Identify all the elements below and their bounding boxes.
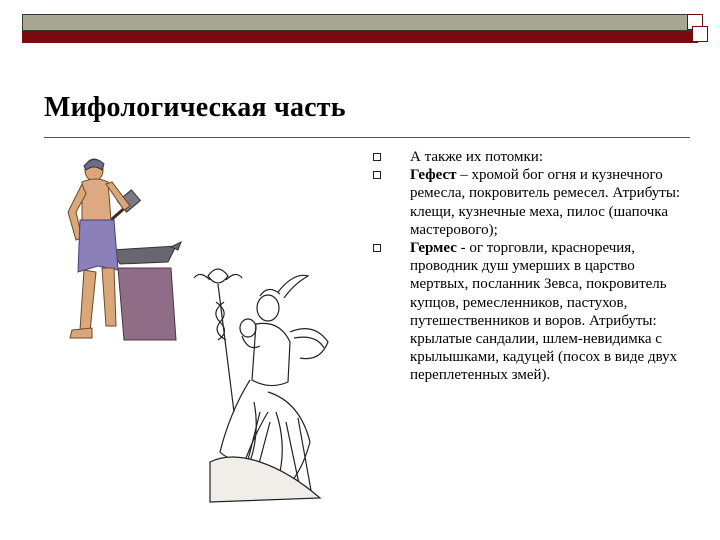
list-item-text: - ог торговли, красноречия, проводник душ умерших в царство мертвых, посланник Зевса, покровитель купцов, ремесленников, пастухов, путешественников и воров. Атрибуты: крылатые сандалии, шлем-невидимка с крылышками, кадуцей (посох в виде двух переплетенных змей). <box>410 240 678 384</box>
corner-square-decoration-2 <box>692 26 708 42</box>
list-item <box>370 239 690 385</box>
list-item-text: А также их потомки: <box>410 149 543 165</box>
square-bullet-icon <box>373 244 381 252</box>
square-bullet-icon <box>373 153 381 161</box>
hermes-illustration <box>190 262 335 507</box>
square-bullet-icon <box>373 171 381 179</box>
header-banner-olive <box>22 14 698 31</box>
list-item-text: – хромой бог огня и кузнечного ремесла, покровитель ремесел. Атрибуты: клещи, кузнечные меха, пилос (шапочка мастерового); <box>410 167 681 238</box>
hephaestus-illustration <box>56 150 186 350</box>
slide-title: Мифологическая часть <box>44 92 346 123</box>
list-item <box>370 166 690 239</box>
header-banner-red <box>22 31 698 43</box>
bullet-list <box>370 148 690 385</box>
list-item-bold-term: Гермес <box>410 240 457 257</box>
list-item <box>370 148 690 166</box>
title-underline <box>44 137 690 138</box>
list-item-bold-term: Гефест <box>410 167 457 184</box>
